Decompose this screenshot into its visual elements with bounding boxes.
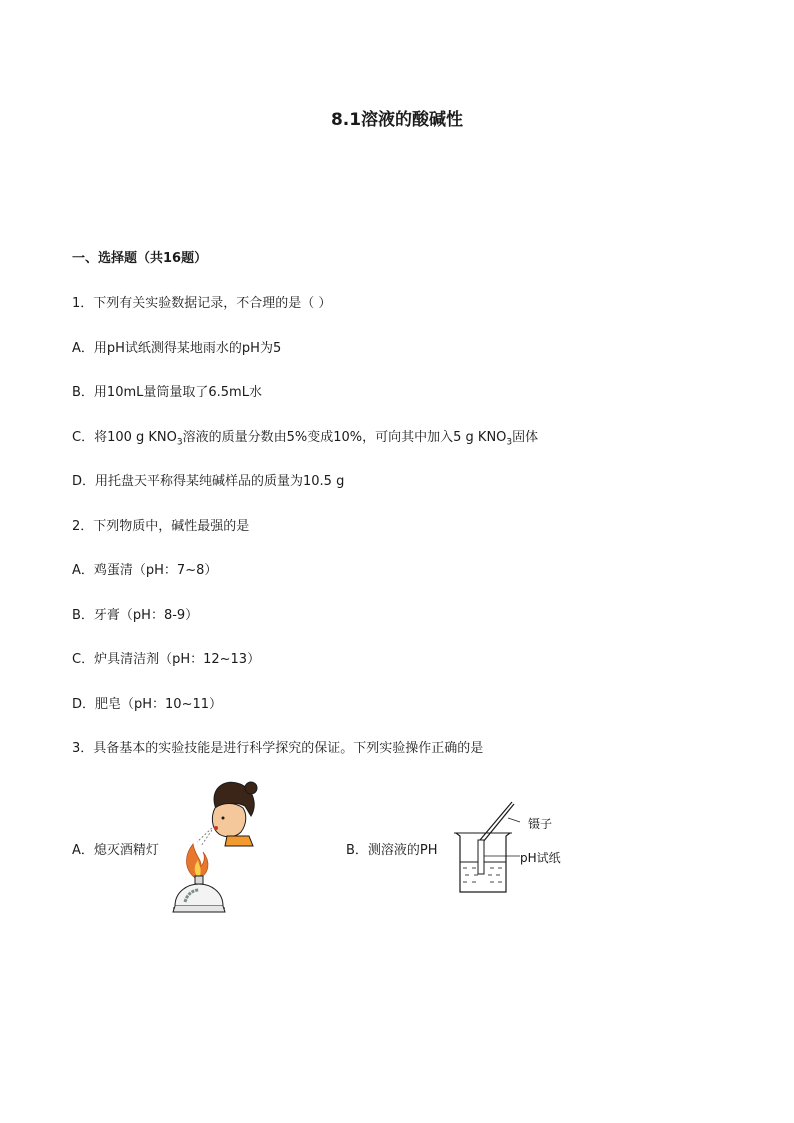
question-3-option-b: B．测溶液的PH (346, 843, 438, 858)
ph-paper-label: pH试纸 (520, 851, 561, 865)
option-c-text-1: C．将100 g KNO (72, 430, 177, 445)
option-c-text-2: 溶液的质量分数由5%变成10%，可向其中加入5 g KNO (182, 430, 507, 445)
section-heading: 一、选择题（共16题） (72, 251, 208, 266)
question-3-stem: 3．具备基本的实验技能是进行科学探究的保证。下列实验操作正确的是 (72, 741, 484, 756)
question-2-option-c: C．炉具清洁剂（pH：12~13） (72, 652, 261, 667)
question-1-option-a: A．用pH试纸测得某地雨水的pH为5 (72, 341, 282, 356)
question-2-option-d: D．肥皂（pH：10~11） (72, 697, 223, 712)
tweezers-label: 镊子 (528, 817, 553, 831)
ph-measurement-figure (450, 800, 590, 900)
question-2-stem: 2．下列物质中，碱性最强的是 (72, 519, 250, 534)
page-title: 8.1溶液的酸碱性 (330, 110, 464, 130)
question-2-option-a: A．鸡蛋清（pH：7~8） (72, 563, 218, 578)
question-1-stem: 1．下列有关实验数据记录，不合理的是（ ） (72, 296, 332, 311)
question-1-option-d: D．用托盘天平称得某纯碱样品的质量为10.5 g (72, 474, 345, 489)
blowing-out-lamp-figure (165, 776, 260, 916)
question-1-option-c (72, 426, 538, 448)
option-c-subscript-2: 3 (506, 437, 513, 448)
option-c-text-3: 固体 (512, 430, 539, 445)
option-c-subscript-1: 3 (176, 437, 183, 448)
question-2-option-b: B．牙膏（pH：8-9） (72, 608, 199, 623)
question-3-option-a: A．熄灭酒精灯 (72, 843, 159, 858)
question-1-option-b: B．用10mL量筒量取了6.5mL水 (72, 385, 262, 400)
